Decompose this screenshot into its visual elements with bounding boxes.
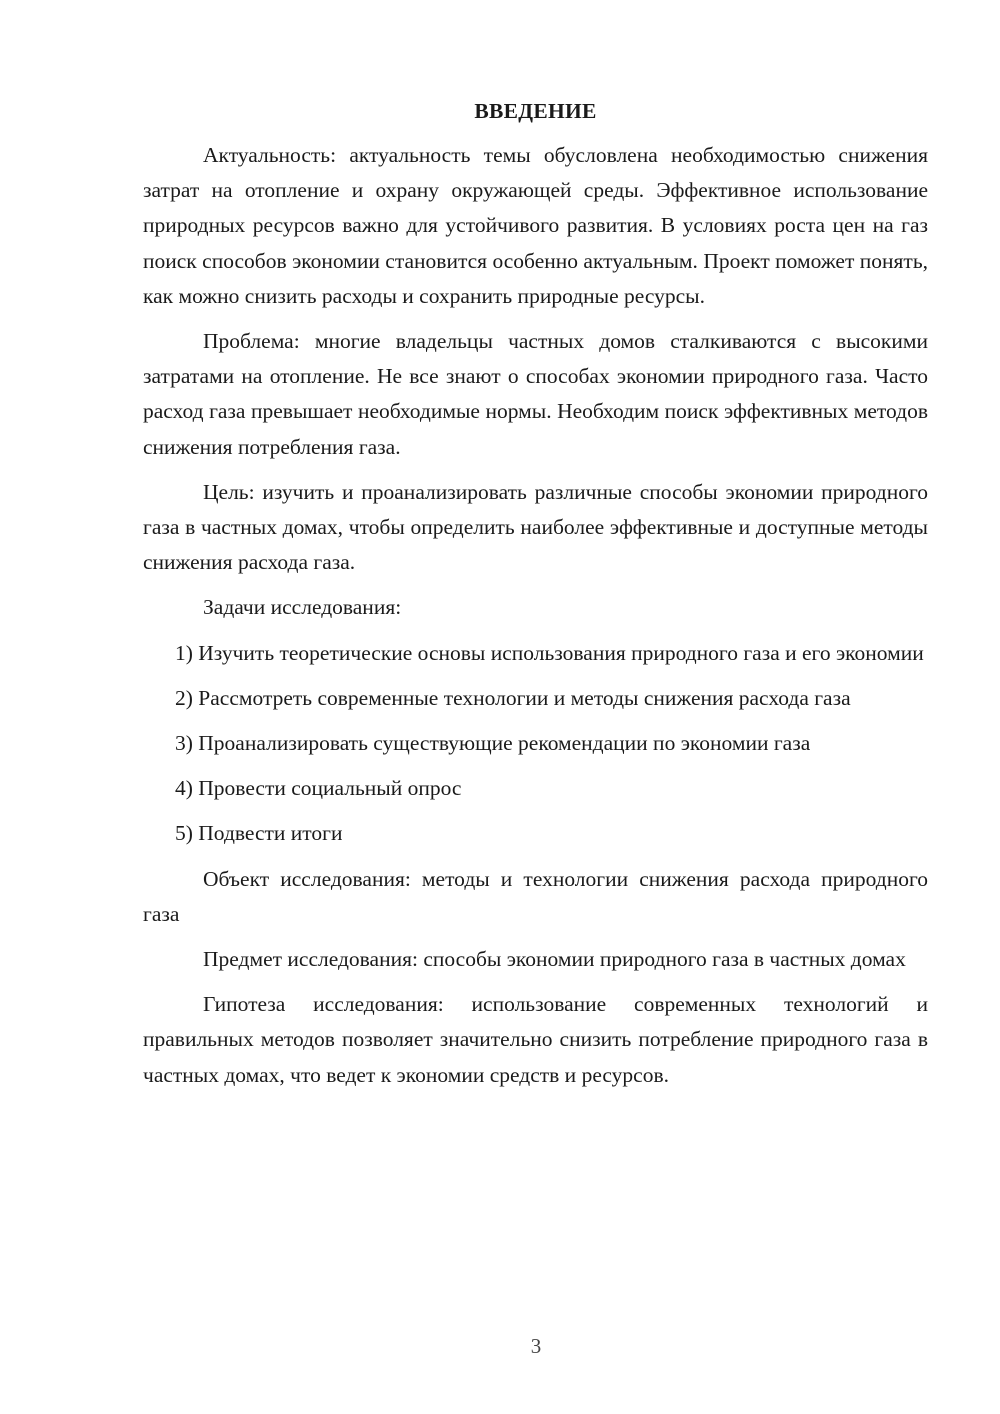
tasks-label: Задачи исследования:	[203, 595, 402, 620]
task-item: 1) Изучить теоретические основы использования природного газа и его экономии	[175, 640, 924, 665]
hypothesis-paragraph: Гипотеза исследования: использование современных технологий и правильных методов позволяет значительно снизить потребление природного газа в частных домах, что ведет к экономии средств и ресурсов.	[143, 992, 928, 1087]
task-item: 3) Проанализировать существующие рекомендации по экономии газа	[175, 731, 811, 756]
task-item: 4) Провести социальный опрос	[175, 776, 462, 801]
page-number: 3	[530, 1334, 542, 1358]
goal-paragraph: Цель: изучить и проанализировать различные способы экономии природного газа в частных домах, чтобы определить наиболее эффективные и доступные методы снижения расхода газа.	[143, 479, 928, 575]
relevance-paragraph: Актуальность: актуальность темы обусловлена необходимостью снижения затрат на отопление и охрану окружающей среды. Эффективное использование природных ресурсов важно для устойчивого развития. В условиях роста цен на газ поиск способов экономии становится особенно актуальным. Проект поможет понять, как можно снизить расходы и сохранить природные ресурсы.	[143, 143, 928, 308]
task-item: 5) Подвести итоги	[175, 821, 343, 846]
page-title: ВВЕДЕНИЕ	[474, 99, 597, 123]
object-paragraph: Объект исследования: методы и технологии снижения расхода природного газа	[143, 866, 928, 926]
document-page	[143, 96, 928, 1103]
problem-paragraph: Проблема: многие владельцы частных домов сталкиваются с высокими затратами на отопление. Не все знают о способах экономии природного газа. Часто расход газа превышает необходимые нормы. Необходим поиск эффективных методов снижения потребления газа.	[143, 329, 928, 459]
subject-paragraph: Предмет исследования: способы экономии природного газа в частных домах	[203, 947, 906, 972]
task-item: 2) Рассмотреть современные технологии и методы снижения расхода газа	[175, 685, 851, 710]
